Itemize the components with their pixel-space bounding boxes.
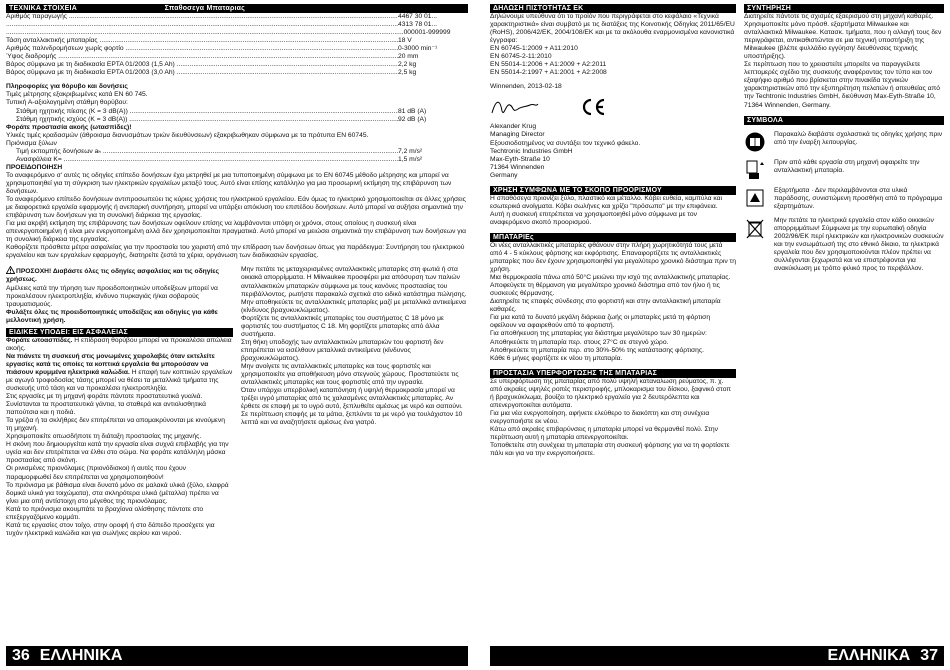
safety-item bbox=[6, 465, 233, 481]
battery-safety-column bbox=[241, 266, 468, 538]
authorized-note: Εξουσιοδοτημένος να συντάξει τον τεχνικό φάκελο. bbox=[490, 139, 641, 147]
battery-paragraph: Μια θερμοκρασία πάνω από 50°C μειώνει την ισχύ της ανταλλακτικής μπαταρίας. Αποφεύγετε τη θέρμανση για μεγαλύτερο χρονικό διάστημα από τον ήλιο ή τις συσκευές θέρμανσης. bbox=[490, 274, 731, 298]
use-paragraph: Αυτή η συσκευή επιτρέπεται να χρησιμοποιηθεί μόνο σύμφωνα με τον αναφερόμενο σκοπό προορισμού. bbox=[490, 210, 697, 226]
overload-paragraph: Για μια νέα ενεργοποίηση, αφήνετε ελεύθερο το διακόπτη και στη συνέχεια ενεργοποιήστε εκ νέου. bbox=[490, 409, 710, 425]
symbol-row bbox=[744, 159, 944, 181]
spec-value: 18 V bbox=[398, 37, 412, 45]
spec-label: Στάθμη ηχητικής πίεσης (K = 3 dB(A)) ..... bbox=[16, 108, 398, 116]
battery-safety-paragraph: Στη θήκη υποδοχής των ανταλλακτικών μπαταριών του φορτιστή δεν επιτρέπεται να εισέλθουν μεταλλικά αντικείμενα (κίνδυνος βραχυκυκλώματος). bbox=[241, 338, 444, 362]
battery-safety-list bbox=[241, 266, 468, 427]
read-manual-icon bbox=[744, 131, 766, 153]
battery-paragraph: Για μια κατά το δυνατό μεγάλη διάρκεια ζωής οι μπαταρίες μετά τη φόρτιση οφείλουν να αφαιρεθούν από το φορτιστή. bbox=[490, 314, 711, 330]
battery-paragraph: Οι νέες ανταλλακτικές μπαταρίες φθάνουν στην πλήρη χωρητικότητά τους μετά από 4 - 5 κύκλους φόρτισης και εκφόρτισης. Επαναφορτίζετε τις ανταλλακτικές μπαταρίες που δεν έχουν χρησιμοποιηθεί για μεγαλύτερο χρονικό διάστημα πριν τη χρήση. bbox=[490, 241, 736, 274]
spec-value: 2,5 kg bbox=[398, 69, 417, 77]
safety-item bbox=[6, 417, 233, 433]
noise-spec-list bbox=[6, 108, 468, 124]
maintenance-paragraph: Χρησιμοποιείτε μόνο πρόσθ. εξαρτήματα Milwaukee και ανταλλακτικά Milwaukee. Κατασκ. τμήματα, που η αλλαγή τους δεν περιγράφεται, αντικαθιστώνται σε μια τεχνική υποστήριξη της Milwaukee (βλέπε φυλλάδιο εγγύηση/ διευθύνσεις τεχνικής υποστήριξης). bbox=[744, 21, 942, 61]
maintenance-list bbox=[744, 13, 944, 110]
symbol-text: Πριν από κάθε εργασία στη μηχανή αφαιρείτε την ανταλλακτική μπαταρία. bbox=[774, 158, 920, 174]
safety-item-text: Τα γρέζια ή τα σκλήθρες δεν επιτρέπεται να απομακρύνονται με κινούμενη τη μηχανή. bbox=[6, 417, 225, 433]
right-footer bbox=[490, 646, 944, 666]
technical-data-bar bbox=[6, 4, 468, 13]
maintenance-paragraph: Διατηρείτε πάντοτε τις σχισμές εξαερισμού στη μηχανή καθαρές. bbox=[744, 13, 934, 20]
safety-item-text: Χρησιμοποιείτε οπωσδήποτε τη διάταξη προστασίας της μηχανής. bbox=[6, 433, 202, 441]
conformity-bar: ΔΗΛΩΣΗ ΠΙΣΤΟΤΗΤΑΣ ΕΚ bbox=[490, 4, 736, 13]
spec-label: Βάρος σύμφωνα με τη διαδικασία EPTA 01/2003 (1,5 Ah) ..... bbox=[6, 61, 398, 69]
spec-row bbox=[6, 45, 468, 53]
spec-value: 0-3000 min⁻¹ bbox=[398, 45, 438, 53]
remove-battery-icon bbox=[744, 159, 766, 181]
signer-title: Managing Director bbox=[490, 131, 545, 139]
spec-row bbox=[6, 29, 468, 37]
battery-paragraph: Αποθηκεύετε τη μπαταρία περ. στο 30%-50% της κατάστασης φόρτισης. bbox=[490, 346, 704, 354]
symbol-text: Παρακαλώ διαβάστε σχολαστικά τις οδηγίες χρήσης πριν από την έναρξη λειτουργίας. bbox=[774, 130, 943, 146]
safety-item-bold: Να πιάνετε τη συσκευή στις μονωμένες χειρολαβές όταν εκτελείτε εργασίες κατά τις οποίες τα κοπτικά εργαλεία θα μπορούσαν να πιάσουν κρυμμένα ηλεκτρικά καλώδια. bbox=[6, 352, 215, 376]
special-safety-list bbox=[6, 337, 233, 538]
battery-paragraph: Για αποθήκευση της μπαταρίας για διάστημα μεγαλύτερο των 30 ημερών: bbox=[490, 330, 707, 338]
signature-icon bbox=[490, 95, 540, 119]
safety-item bbox=[6, 506, 233, 522]
symbol-row bbox=[744, 217, 944, 273]
spec-list bbox=[6, 13, 468, 77]
safety-item-text: Το πριόνισμα με βάθισμα είναι δυνατό μόνο σε μαλακά υλικά (ξύλο, ελαφρά δομικά υλικά για τοιχώματα), στα σκληρότερα υλικά (μέταλλα) πρέπει να γίνει μια οπή αντίστοιχη στο μέγεθος της πριονόλαμας. bbox=[6, 481, 229, 505]
safety-item-text: Η σκόνη που δημιουργείται κατά την εργασία είναι συχνά επιβλαβής για την υγεία και δεν επιτρέπεται να έλθει στο σώμα. Να φοράτε κατάλληλη μάσκα προστασίας από σκόνη. bbox=[6, 441, 229, 465]
spec-label: Ανασφάλεια K= ..... bbox=[16, 156, 398, 164]
spec-label: Αριθμός παλινδρομήσεων χωρίς φορτίο ..... bbox=[6, 45, 398, 53]
battery-safety-paragraph: Φορτίζετε τις ανταλλακτικές μπαταρίες του συστήματος C 18 μόνο με φορτιστές του συστήματος C 18. Μη φορτίζετε μπαταρίες από άλλα συστήματα. bbox=[241, 314, 444, 338]
maintenance-bar: ΣΥΝΤΗΡΗΣΗ bbox=[744, 4, 944, 13]
safety-item bbox=[6, 393, 233, 417]
standard-line: EN 60745-2-11:2010 bbox=[490, 53, 552, 61]
safety-item bbox=[6, 337, 233, 353]
symbol-row bbox=[744, 131, 944, 153]
ce-mark-icon bbox=[580, 98, 606, 116]
symbol-text: Εξαρτήματα · Δεν περιλαμβάνονται στα υλικά παράδοσης, συνιστώμενη προσθήκη από το πρόγραμμα εξαρτημάτων. bbox=[774, 186, 943, 210]
spec-value: 1,5 m/s² bbox=[398, 155, 423, 163]
intended-use-bar: ΧΡΗΣΗ ΣΥΜΦΩΝΑ ΜΕ ΤΟ ΣΚΟΠΟ ΠΡΟΟΡΙΣΜΟΥ bbox=[490, 186, 736, 195]
language-label: ΕΛΛΗΝΙΚΑ bbox=[827, 647, 911, 664]
spec-value: 92 dB (A) bbox=[398, 115, 427, 123]
symbols-bar: ΣΥΜΒΟΛΑ bbox=[744, 116, 944, 125]
place-date: Winnenden, 2013-02-18 bbox=[490, 83, 562, 91]
language-label: ΕΛΛΗΝΙΚΑ bbox=[39, 647, 123, 664]
safety-item-text: Στις εργασίες με τη μηχανή φοράτε πάντοτε προστατευτικά γυαλιά. Συνίστανται τα προστατευτικά γάντια, τα σταθερά και αντιολισθητικά παπούτσια και η ποδιά. bbox=[6, 393, 206, 417]
battery-paragraph: Διατηρείτε τις επαφές σύνδεσης στο φορτιστή και στην ανταλλακτική μπαταρία καθαρές. bbox=[490, 298, 721, 314]
safety-item bbox=[6, 441, 233, 465]
company-line: Germany bbox=[490, 171, 518, 179]
safety-item-text: Η επαφή των κοπτικών εργαλείων με αγωγό τροφοδοσίας τάσης μπορεί να θέσει τα μεταλλικά τμήματα της συσκευής υπό τάση και να προκαλέσει ηλεκτροπληξία. bbox=[6, 368, 233, 393]
warning-triangle-icon bbox=[6, 266, 15, 274]
notice-paragraph: Για μια ακριβή εκτίμηση της επιβάρυνσης των δονήσεων οφείλουν επίσης να λαμβάνονται υπόψη οι χρόνοι, στους οποίους η συσκευή είναι απενεργοποιημένη ή είναι μεν ενεργοποιημένη αλλά δεν χρησιμοποιείται πραγματικά. Αυτό μπορεί να μειώσει σημαντικά την επιβάρυνση των δονήσεων για τη συνολική διάρκεια της εργασίας. bbox=[6, 220, 466, 244]
spec-row bbox=[16, 148, 468, 156]
spec-row bbox=[6, 37, 468, 45]
spec-label bbox=[6, 29, 398, 37]
safety-item-text: Οι ρινισμένες πριονόλαμες (πριονόδισκοι) ή αυτές που έχουν παραμορφωθεί δεν επιτρέπεται να χρησιμοποιηθούν! bbox=[6, 465, 187, 481]
conformity-text: Δηλώνουμε υπεύθυνα ότι το προϊόν που περιγράφεται στο κεφάλαιο «Τεχνικά χαρακτηριστικά» είναι συμβατό με τις διατάξεις της Κοινοτικής Οδηγίας 2011/65/EU (RoHS), 2006/42/ΕΚ, 2004/108/ΕΚ και με τα ακόλουθα εναρμονισμένα κανονιστικά έγγραφα: bbox=[490, 13, 735, 45]
standard-line: EN 60745-1:2009 + A11:2010 bbox=[490, 45, 578, 53]
left-two-columns bbox=[6, 266, 468, 538]
overload-paragraph: Σε υπερφόρτωση της μπαταρίας από πολύ υψηλή καταναλωση ρεύματος, π. χ. από ακραίες υψηλές ροπές περιστροφής, μπλοκαρισμα του δίσκου, ξαφνικό στοπ ή βραχυκύκλωμα, βουίζει το ηλεκτρικό εργαλείο για 2 δευτερόλεπτα και απενεργοποιείται αυτόματα. bbox=[490, 377, 731, 409]
spec-label: Βάρος σύμφωνα με τη διαδικασία EPTA 01/2003 (3,0 Ah) ..... bbox=[6, 69, 398, 77]
warning-body: Αμέλειες κατά την τήρηση των προειδοποιητικών υποδείξεων μπορεί να προκαλέσουν ηλεκτροπληξία, κίνδυνο πυρκαγιάς ή/και σοβαρούς τραυματισμούς. bbox=[6, 284, 218, 308]
warning-keep: Φυλάξτε όλες τις προειδοποιητικές υποδείξεις και οδηγίες για κάθε μελλοντική χρήση. bbox=[6, 308, 218, 324]
safety-item-text: Η επίδραση θορύβου μπορεί να προκαλέσει απώλεια ακοής. bbox=[6, 336, 232, 352]
maintenance-paragraph: Σε περίπτωση που το χρειαστείτε μπορείτε να παραγγείλετε λεπτομερές σχέδιο της συσκευής αναφέροντας τον τύπο και τον εξαψήφιο αριθμό που βρίσκεται στην πινακίδα τεχνικών χαρακτηριστικών από την εξυπηρέτηση πελατών ή απευθείας από την Techtronic Industries GmbH, διεύθυνση Max-Eyth-Straße 10, 71364 Winnenden, Germany. bbox=[744, 61, 940, 109]
page-number: 37 bbox=[920, 647, 938, 664]
overload-list bbox=[490, 378, 736, 458]
noise-line: Τυπική Α-αξιολογημένη στάθμη θορύβου: bbox=[6, 99, 128, 107]
battery-safety-paragraph: Μην πετάτε τις μεταχειρισμένες ανταλλακτικές μπαταρίες στη φωτιά ή στα οικιακά απορρίμματα. Η Milwaukee προσφέρει μια απόσυρση των παλιών ανταλλακτικών μπαταριών σύμφωνα με τους κανόνες προστασίας του περιβάλλοντος, ρωτήστε παρακαλώ σχετικά στο ειδικό κατάστημα πώλησης. bbox=[241, 266, 467, 298]
accessory-icon bbox=[744, 187, 766, 209]
safety-item-text: Κατά τις εργασίες στον τοίχο, στην οροφή ή στο δάπεδο προσέχετε για τυχόν ηλεκτρικά καλώδια και για σωλήνες αερίου και νερού. bbox=[6, 521, 215, 537]
notice-paragraph: Καθορίζετε πρόσθετα μέτρα ασφαλείας για την προστασία του χειριστή από την επίδραση των δονήσεων όπως για παράδειγμα: Συντήρηση του ηλεκτρικού εργαλείου και των εργαλείων εφαρμογής, διατηρείτε ζεστά τα χέρια, οργάνωση των διαδικασιών εργασίας. bbox=[6, 244, 465, 260]
safety-item bbox=[6, 522, 233, 538]
right-column-1 bbox=[490, 4, 736, 458]
special-safety-bar: ΕΙΔΙΚΕΣ ΥΠΟΔΕΙ: ΕΙΣ ΑΣΦΑΛΕΙΑΣ bbox=[6, 328, 233, 337]
battery-list bbox=[490, 242, 736, 363]
overload-bar: ΠΡΟΣΤΑΣΙΑ ΥΠΕΡΦΟΡΤΩΣΗΣ ΤΗΣ ΜΠΑΤΑΡΙΑΣ bbox=[490, 369, 736, 378]
signer-name: Alexander Krug bbox=[490, 123, 537, 131]
spec-value: 7,2 m/s² bbox=[398, 147, 423, 155]
safety-item bbox=[6, 482, 233, 506]
spec-value: 4467 30 01... bbox=[398, 13, 438, 20]
spec-label: Τιμή εκπομπής δονήσεων aₕ ..... bbox=[16, 148, 398, 156]
spec-row bbox=[6, 61, 468, 69]
safety-item-text: Κατά το πριόνισμα ακουμπάτε το βραχίονα ολίσθησης πάντοτε στο επεξεργαζόμενο κομμάτι. bbox=[6, 505, 204, 521]
company-line: 71364 Winnenden bbox=[490, 163, 545, 171]
technical-data-subtitle: Σπαθοσεγα Μπαταριας bbox=[164, 5, 245, 12]
battery-paragraph: Κάθε 6 μήνες φορτίζετε εκ νέου τη μπαταρία. bbox=[490, 354, 623, 362]
technical-data-title: ΤΕΧΝΙΚΑ ΣΤΟΙΧΕΙΑ bbox=[9, 5, 77, 12]
notice-paragraph: Το αναφερόμενο επίπεδο δονήσεων αντιπροσωπεύει τις κύριες χρήσεις του ηλεκτρικού εργαλείου. Εάν όμως το ηλεκτρικό χρησιμοποιείται σε άλλες χρήσεις με διαφορετικά εργαλεία εφαρμογής ή ανεπαρκή συντήρηση, μπορεί να υπάρξει απόκλιση του επιπέδου δονήσεων. Αυτό μπορεί να αυξήσει σημαντικά την επιβάρυνση των δονήσεων για τη συνολική διάρκεια της εργασίας. bbox=[6, 196, 466, 220]
spec-label: Ύψος διαδρομής ..... bbox=[6, 53, 398, 61]
notice-heading: ΠΡΟΕΙΔΟΠΟΙΗΣΗ bbox=[6, 163, 63, 171]
standard-line: EN 55014-2:1997 + A1:2001 + A2:2008 bbox=[490, 69, 607, 77]
battery-safety-paragraph: Μην ανοίγετε τις ανταλλακτικές μπαταρίες και τους φορτιστές και χρησιμοποιείτε για αποθήκευση μόνο στεγνούς χώρους. Προστατεύετε τις ανταλλακτικές μπαταρίες και τους φορτιστές από την υγρασία. bbox=[241, 362, 459, 387]
safety-item-bold: Φοράτε ωτοασπίδες. bbox=[6, 336, 73, 344]
batteries-bar: ΜΠΑΤΑΡΙΕς bbox=[490, 233, 736, 242]
vibration-line: Πριόνισμα ξύλων bbox=[6, 139, 57, 147]
weee-bin-icon bbox=[744, 217, 766, 239]
noise-line: Τιμές μέτρησης εξακριβωμένες κατά EN 60 745. bbox=[6, 91, 148, 99]
overload-paragraph: Τοποθετείτε στη συνέχεια τη μπαταρία στη συσκευή φόρτισης για να τη φορτίσετε πάλι και για να την ενεργοποιήσετε. bbox=[490, 442, 730, 458]
right-page bbox=[490, 4, 944, 666]
spec-value: 2,2 kg bbox=[398, 61, 417, 69]
standard-line: EN 55014-1:2006 + A1:2009 + A2:2011 bbox=[490, 61, 607, 69]
battery-safety-paragraph: Όταν υπάρχει υπερβολική καταπόνηση ή υψηλή θερμοκρασία μπορεί να τρέξει υγρό μπαταρίας από τις χαλασμένες ανταλλακτικές μπαταρίες. Αν έρθετε σε επαφή με το υγρό αυτό, ξεπλυθείτε αμέσως με νερό και σαπούνι. Σε περίπτωση επαφής με τα μάτια, ξεπλύντε τα με νερό για τουλάχιστον 10 λεπτά και να αναζητήσετε αμέσως ένα γιατρό. bbox=[241, 387, 463, 427]
spec-row bbox=[6, 53, 468, 61]
spec-row bbox=[16, 116, 468, 124]
spec-value: 20 mm bbox=[398, 53, 419, 61]
left-footer bbox=[6, 646, 468, 666]
spec-value: ...000001-999999 bbox=[398, 29, 451, 37]
vibration-line: Υλικές τιμές κραδασμών (άθροισμα διανυσμάτων τριών διευθύνσεων) εξακριβωθηκαν σύμφωνα με τα πρότυπα EN 60745. bbox=[6, 131, 369, 139]
spec-row bbox=[16, 108, 468, 116]
standards-list bbox=[490, 45, 736, 77]
use-paragraph: Η σπαθόσεγα πριονίζει ξύλο, πλαστικό και μέταλλο. Κόβει ευθεία, καμπύλα και εσωτερικά ανοίγματα. Κόβει σωλήνες και χρίζει "πρόσωπο" με την επιφάνεια. bbox=[490, 194, 722, 210]
spec-row bbox=[6, 13, 468, 21]
battery-safety-paragraph: Μην αποθηκεύετε τις ανταλλακτικές μπαταρίες μαζί με μεταλλικά αντικείμενα (κίνδυνος βραχυκυκλώματος). bbox=[241, 298, 466, 314]
left-page bbox=[6, 4, 468, 666]
overload-paragraph: Κάτω από ακραίες επιβαρύνσεις η μπαταρία μπορεί να θερμανθεί πολύ. Στην περίπτωση αυτή η μπαταρία απενεργοποιείται. bbox=[490, 425, 718, 441]
spec-row bbox=[6, 69, 468, 77]
noise-heading: Πληροφορίες για θόρυβο και δονήσεις bbox=[6, 83, 128, 91]
spec-label: Τάση ανταλλακτικής μπαταρίας ..... bbox=[6, 37, 398, 45]
spec-row bbox=[16, 156, 468, 164]
safety-item bbox=[6, 353, 233, 393]
spec-value: 81 dB (A) bbox=[398, 107, 427, 115]
right-column-2 bbox=[744, 4, 944, 458]
spec-row bbox=[6, 21, 468, 29]
company-line: Techtronic Industries GmbH bbox=[490, 147, 573, 155]
notice-paragraph: Το αναφερόμενο σ' αυτές τις οδηγίες επίπεδο δονήσεων έχει μετρηθεί με μια τυποποιημένη σύμφωνα με το EN 60745 μέθοδο μέτρησης και μπορεί να χρησιμοποιηθεί για τη σύγκριση των ηλεκτρικών εργαλείων μεταξύ τους. Αυτό είναι επίσης κατάλληλο για μια προσωρινή εκτίμηση της επιβάρυνση των δονήσεων. bbox=[6, 171, 452, 195]
battery-paragraph: Αποθηκεύετε τη μπαταρία περ. στους 27°C σε στεγνό χώρο. bbox=[490, 338, 669, 346]
vibration-spec-list bbox=[6, 148, 468, 164]
spec-label bbox=[6, 21, 398, 29]
spec-label: Αριθμός παραγωγής ..... bbox=[6, 13, 398, 21]
spec-label: Στάθμη ηχητικής ισχύος (K = 3 dB(A)) ..... bbox=[16, 116, 398, 124]
page-number: 36 bbox=[12, 647, 30, 664]
symbol-row bbox=[744, 187, 944, 211]
warning-heading: ΠΡΟΣΟΧΗ! Διαβάστε όλες τις οδηγίες ασφαλείας και τις οδηγίες χρήσεως. bbox=[6, 268, 219, 284]
safety-column bbox=[6, 266, 233, 538]
ear-protection-note: Φοράτε προστασία ακοής (ωτασπίδες)! bbox=[6, 123, 132, 131]
company-line: Max-Eyth-Straße 10 bbox=[490, 155, 550, 163]
signature-ce-row bbox=[490, 95, 736, 119]
spec-value: 4313 78 01... bbox=[398, 21, 438, 29]
symbol-text: Μην πετάτε τα ηλεκτρικά εργαλεία στον κάδο οικιακών απορριμμάτων! Σύμφωνα με την ευρωπαϊκή οδηγία 2002/96/ΕΚ περί ηλεκτρικών και ηλεκτρονικών συσκευών και την ενσωμάτωσή της στο εθνικό δίκαιο, τα ηλεκτρικά εργαλεία που δεν χρησιμοποιούνται πλέον πρέπει να συλλέγονται ξεχωριστά και να επιστρέφονται για ανακύκλωση με τρόπο φιλικό προς το περιβάλλον. bbox=[774, 216, 944, 272]
